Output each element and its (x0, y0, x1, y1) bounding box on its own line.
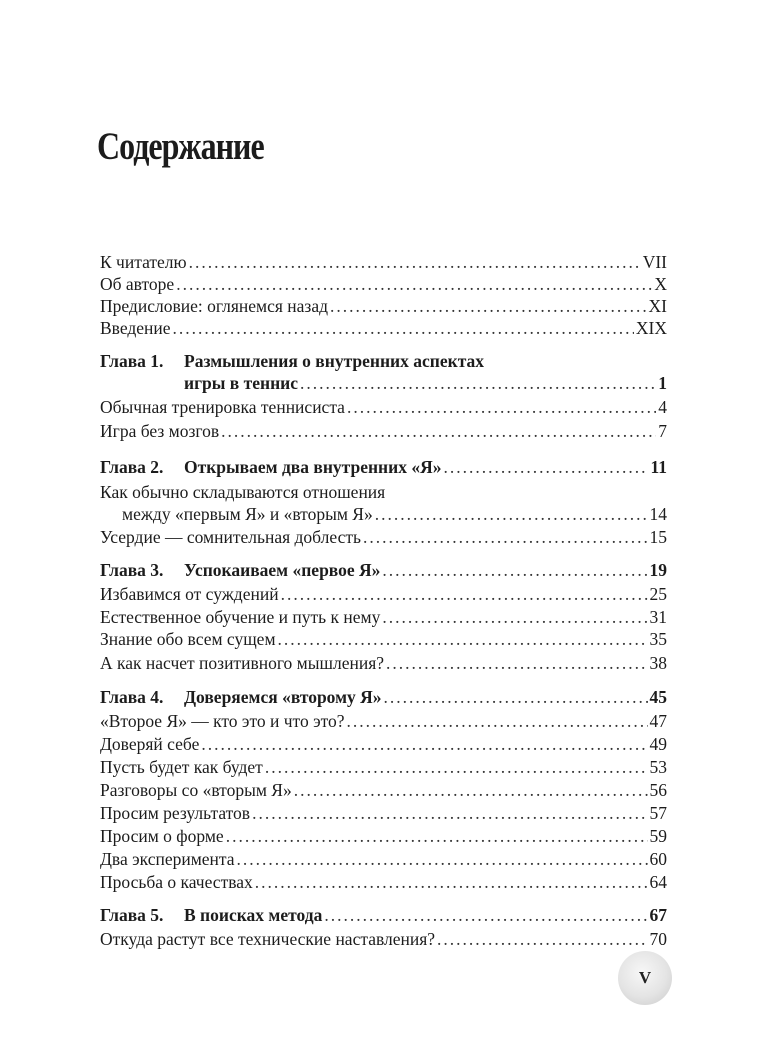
leader-dots (294, 779, 648, 801)
toc-entry[interactable] (100, 420, 667, 442)
toc-entry-label: Избавимся от суждений (100, 584, 279, 604)
toc-entry-page: 11 (650, 457, 667, 477)
toc-entry-page: VII (642, 252, 667, 272)
toc-entry-page: 60 (649, 849, 667, 869)
toc-entry-page: 70 (649, 929, 667, 949)
chapter-5-entry[interactable] (100, 904, 667, 926)
toc-entry-label: «Второе Я» — кто это и что это? (100, 711, 345, 731)
toc-entry-label: Разговоры со «вторым Я» (100, 780, 292, 800)
toc-entry[interactable] (100, 871, 667, 893)
toc-entry-label: Усердие — сомнительная доблесть (100, 527, 361, 547)
toc-entry-page: 49 (649, 734, 667, 754)
leader-dots (330, 295, 647, 317)
toc-entry-label: А как насчет позитивного мышления? (100, 653, 385, 673)
leader-dots (443, 456, 648, 478)
toc-entry-label: Игра без мозгов (100, 421, 220, 441)
leader-dots (382, 606, 647, 628)
toc-entry[interactable] (100, 928, 667, 950)
page-number-badge (618, 951, 672, 1005)
toc-entry-page: 1 (658, 373, 667, 393)
toc-entry[interactable] (100, 526, 667, 548)
toc-entry-label: Как обычно складываются отношения (100, 482, 386, 502)
toc-entry[interactable] (100, 273, 667, 295)
toc-entry-label: Обычная тренировка теннисиста (100, 397, 345, 417)
toc-entry[interactable] (100, 583, 667, 605)
toc-entry-page: 25 (649, 584, 667, 604)
toc-entry-label: Откуда растут все технические наставления? (100, 929, 436, 949)
toc-entry-page: 59 (649, 826, 667, 846)
chapter-number: Глава 1. (100, 351, 164, 371)
toc-entry-label: К читателю (100, 252, 187, 272)
chapter-title: Успокаиваем «первое Я» (184, 560, 381, 580)
toc-entry[interactable] (100, 710, 667, 732)
leader-dots (382, 559, 647, 581)
toc-entry-page: XI (648, 296, 667, 316)
leader-dots (437, 928, 647, 950)
toc-entry-label: Доверяй себе (100, 734, 200, 754)
leader-dots (255, 871, 648, 893)
page-title: Содержание (97, 125, 264, 168)
toc-entry-label: Об авторе (100, 274, 175, 294)
toc-entry-label: Введение (100, 318, 171, 338)
leader-dots (278, 628, 648, 650)
toc-entry-label-cont: между «первым Я» и «вторым Я» (122, 504, 373, 524)
page-number: V (638, 968, 652, 987)
leader-dots (173, 317, 634, 339)
toc-entry-page: X (654, 274, 667, 294)
toc-entry[interactable] (100, 779, 667, 801)
toc-entry[interactable] (100, 733, 667, 755)
leader-dots (300, 372, 656, 394)
toc-entry-page: XIX (635, 318, 667, 338)
toc-entry[interactable] (100, 652, 667, 674)
chapter-number: Глава 4. (100, 687, 164, 707)
leader-dots (252, 802, 647, 824)
toc-entry[interactable] (100, 628, 667, 650)
leader-dots (384, 686, 648, 708)
leader-dots (347, 710, 648, 732)
toc-entry-page: 53 (649, 757, 667, 777)
toc-entry-page: 38 (649, 653, 667, 673)
chapter-title: В поисках метода (184, 905, 323, 925)
toc-entry-label: Предисловие: оглянемся назад (100, 296, 329, 316)
toc-entry-label: Просим о форме (100, 826, 224, 846)
toc-entry[interactable] (100, 317, 667, 339)
toc-entry[interactable] (100, 848, 667, 870)
chapter-number: Глава 2. (100, 457, 164, 477)
toc-entry[interactable] (100, 295, 667, 317)
chapter-number: Глава 5. (100, 905, 164, 925)
toc-entry-page: 57 (649, 803, 667, 823)
leader-dots (201, 733, 647, 755)
chapter-title: Размышления о внутренних аспектах (184, 351, 485, 371)
leader-dots (237, 848, 648, 870)
toc-entry[interactable] (100, 251, 667, 273)
toc-entry[interactable] (100, 396, 667, 418)
leader-dots (281, 583, 648, 605)
leader-dots (226, 825, 648, 847)
leader-dots (324, 904, 647, 926)
toc-entry-page: 35 (649, 629, 667, 649)
toc-entry-label: Просим результатов (100, 803, 251, 823)
toc-entry-page: 31 (649, 607, 667, 627)
leader-dots (375, 503, 648, 525)
chapter-1-entry[interactable] (184, 372, 667, 394)
toc-entry-page: 64 (649, 872, 667, 892)
chapter-1-heading[interactable] (100, 350, 484, 372)
chapter-3-entry[interactable] (100, 559, 667, 581)
toc-entry-page: 19 (649, 560, 667, 580)
leader-dots (176, 273, 652, 295)
chapter-2-entry[interactable] (100, 456, 667, 478)
toc-entry-page: 45 (649, 687, 667, 707)
toc-entry[interactable] (100, 756, 667, 778)
leader-dots (265, 756, 648, 778)
toc-entry-label: Естественное обучение и путь к нему (100, 607, 381, 627)
leader-dots (221, 420, 656, 442)
toc-entry-label: Пусть будет как будет (100, 757, 263, 777)
chapter-4-entry[interactable] (100, 686, 667, 708)
leader-dots (386, 652, 647, 674)
toc-entry-page: 15 (649, 527, 667, 547)
leader-dots (189, 251, 641, 273)
chapter-title: Доверяемся «второму Я» (184, 687, 382, 707)
toc-entry-page: 14 (649, 504, 667, 524)
toc-entry-page: 67 (649, 905, 667, 925)
toc-entry-page: 4 (658, 397, 667, 417)
toc-entry[interactable] (100, 825, 667, 847)
toc-entry-label: Знание обо всем сущем (100, 629, 276, 649)
toc-entry-page: 47 (649, 711, 667, 731)
leader-dots (347, 396, 656, 418)
chapter-title-cont: игры в теннис (184, 373, 299, 393)
toc-entry-label: Просьба о качествах (100, 872, 253, 892)
chapter-number: Глава 3. (100, 560, 164, 580)
toc-entry-page: 7 (658, 421, 667, 441)
chapter-title: Открываем два внутренних «Я» (184, 457, 442, 477)
toc-entry[interactable] (100, 802, 667, 824)
toc-entry[interactable] (122, 503, 667, 525)
toc-entry[interactable] (100, 606, 667, 628)
toc-entry-label: Два эксперимента (100, 849, 235, 869)
toc-entry-page: 56 (649, 780, 667, 800)
leader-dots (363, 526, 648, 548)
